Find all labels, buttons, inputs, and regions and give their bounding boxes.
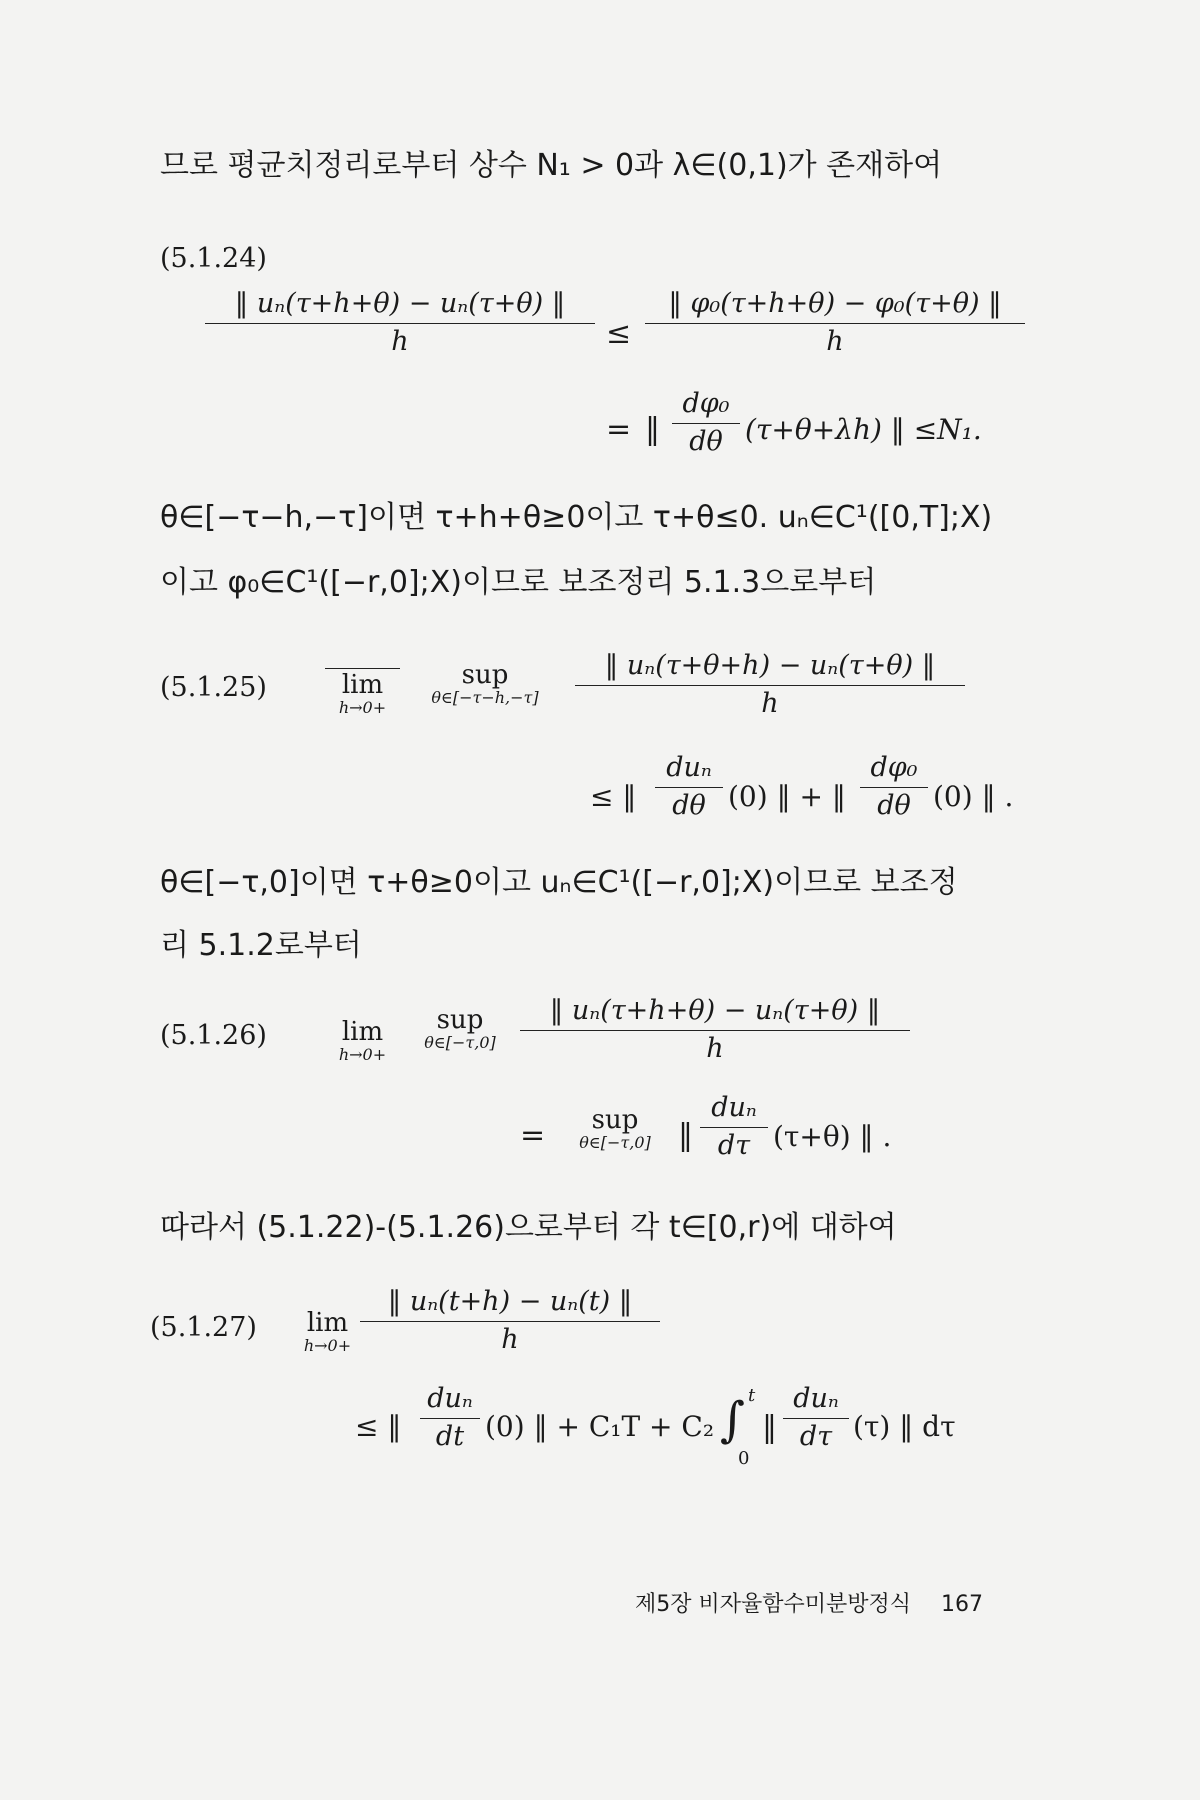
page-number: 167 [941,1592,984,1617]
equation-label-5-1-24: (5.1.24) [160,243,267,274]
lim-operator [325,1017,400,1064]
numerator: ‖ φ₀(τ+h+θ) − φ₀(τ+θ) ‖ [645,288,1025,324]
denominator: h [501,1324,519,1355]
denominator: h [706,1033,724,1064]
expression-tail: (τ+θ+λh) ‖ ≤N₁. [745,413,982,446]
sup-subscript: θ∈[−τ,0] [424,1033,496,1052]
equals-symbol: = [606,412,632,447]
denominator: dθ [672,790,706,821]
norm-open: ‖ [645,412,660,447]
fraction-dphi-dtheta-2 [860,752,928,821]
denominator: dθ [689,426,723,457]
norm-open: ‖ [678,1118,693,1153]
sup-text: sup [591,1105,639,1135]
lim-text: lim [306,1308,349,1338]
text-line-5: 리 5.1.2로부터 [160,928,362,963]
denominator: dt [435,1421,465,1452]
fraction-du-dtau [783,1383,849,1452]
le-norm-open: ≤ ‖ [590,780,637,813]
lim-subscript: h→0+ [303,1336,352,1355]
numerator: ‖ uₙ(τ+h+θ) − uₙ(τ+θ) ‖ [520,995,910,1031]
lim-subscript: h→0+ [338,698,387,717]
lim-text: lim [325,668,400,700]
middle-expression: (0) ‖ + C₁T + C₂ [485,1410,715,1443]
lim-subscript: h→0+ [338,1045,387,1064]
denominator: dτ [799,1421,833,1452]
le-symbol: ≤ [606,316,632,351]
sup-text: sup [436,1005,484,1035]
lim-operator [290,1308,365,1355]
le-norm-open: ≤ ‖ [355,1410,402,1443]
expression-tail: (τ) ‖ dτ [853,1410,956,1443]
integral-lower-limit: 0 [738,1448,750,1469]
expression-tail: (τ+θ) ‖ . [773,1120,892,1153]
running-footer [635,1587,983,1618]
sup-operator [410,660,560,707]
equation-label-5-1-27: (5.1.27) [150,1312,257,1343]
numerator: duₙ [783,1383,849,1419]
fraction-du-dt [420,1383,480,1452]
equation-label-5-1-26: (5.1.26) [160,1020,267,1051]
sup-subscript: θ∈[−τ−h,−τ] [431,688,539,707]
fraction-du-dtheta [655,752,723,821]
text-line-2: θ∈[−τ−h,−τ]이면 τ+h+θ≥0이고 τ+θ≤0. uₙ∈C¹([0,T];X) [160,500,993,535]
numerator: duₙ [420,1383,480,1419]
fraction-dphi-dtheta [672,388,740,457]
denominator: h [761,688,779,719]
chapter-title: 제5장 비자율함수미분방정식 [635,1592,912,1617]
fraction-du-dtau [700,1092,768,1161]
numerator: duₙ [700,1092,768,1128]
middle-expression: (0) ‖ + ‖ [728,780,846,813]
text-line-1: 므로 평균치정리로부터 상수 N₁ > 0과 λ∈(0,1)가 존재하여 [160,148,943,183]
text-line-6: 따라서 (5.1.22)-(5.1.26)으로부터 각 t∈[0,r)에 대하여 [160,1210,897,1245]
denominator: dτ [717,1130,751,1161]
sup-operator-2 [560,1105,670,1152]
fraction-5-1-24-left [205,288,595,357]
text-line-4: θ∈[−τ,0]이면 τ+θ≥0이고 uₙ∈C¹([−r,0];X)이므로 보조정 [160,865,958,900]
norm-open: ‖ [762,1410,777,1445]
sup-operator [405,1005,515,1052]
numerator: duₙ [655,752,723,788]
numerator: ‖ uₙ(t+h) − uₙ(t) ‖ [360,1286,660,1322]
numerator: ‖ uₙ(τ+θ+h) − uₙ(τ+θ) ‖ [575,650,965,686]
integral-sign: ∫ [720,1392,746,1448]
sup-subscript: θ∈[−τ,0] [579,1133,651,1152]
denominator: h [391,326,409,357]
limsup-operator [325,668,400,717]
fraction-5-1-24-right [645,288,1025,357]
equation-label-5-1-25: (5.1.25) [160,672,267,703]
denominator: h [826,326,844,357]
numerator: ‖ uₙ(τ+h+θ) − uₙ(τ+θ) ‖ [205,288,595,324]
fraction-5-1-25 [575,650,965,719]
expression-tail: (0) ‖ . [933,780,1014,813]
numerator: dφ₀ [860,752,928,788]
lim-text: lim [341,1017,384,1047]
integral-upper-limit: t [748,1385,756,1406]
fraction-5-1-27 [360,1286,660,1355]
numerator: dφ₀ [672,388,740,424]
text-line-3: 이고 φ₀∈C¹([−r,0];X)이므로 보조정리 5.1.3으로부터 [160,565,877,600]
equals-symbol: = [520,1118,546,1153]
fraction-5-1-26 [520,995,910,1064]
denominator: dθ [877,790,911,821]
sup-text: sup [461,660,509,690]
